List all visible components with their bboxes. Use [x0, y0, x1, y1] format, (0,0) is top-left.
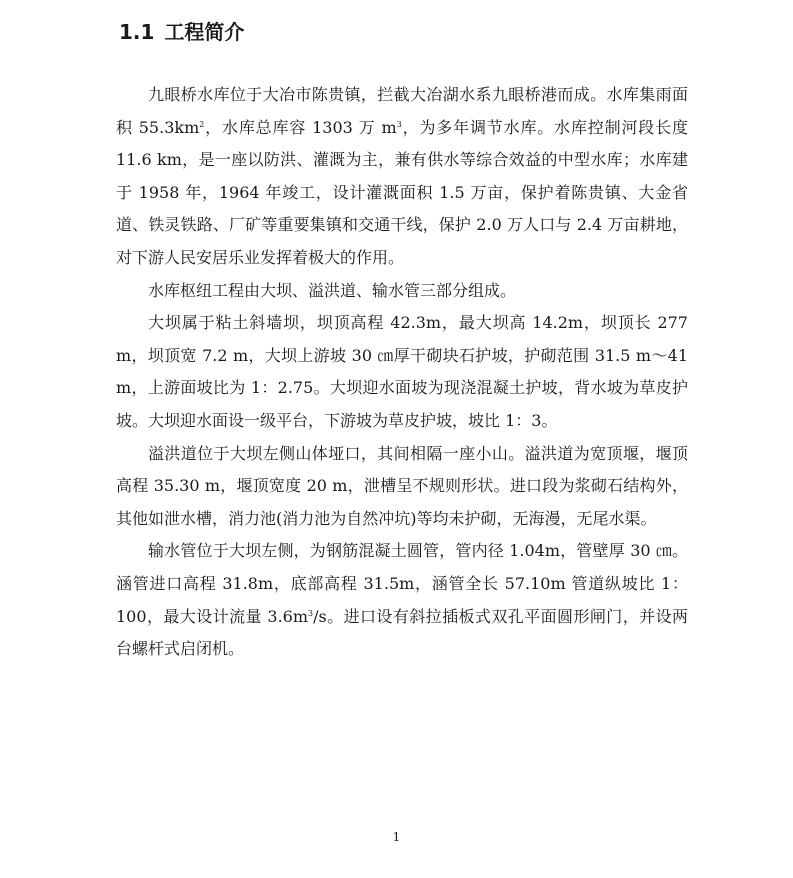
- paragraph-dam: 大坝属于粘土斜墙坝，坝顶高程 42.3m，最大坝高 14.2m，坝顶长 277 m，坝顶宽 7.2 m，大坝上游坡 30 ㎝厚干砌块石护坡，护砌范围 31.5 m～41 m，上游面坡比为 1：2.75。大坝迎水面坡为现浇混凝土护坡，背水坡为草皮护坡。大坝迎水面设一级平台，下游坡为草皮护坡，坡比 1：3。: [116, 313, 688, 430]
- superscript: 3: [396, 119, 402, 129]
- document-body: [116, 79, 688, 666]
- superscript: 3: [308, 608, 314, 618]
- paragraph-text: 输水管位于大坝左侧，为钢筋混凝土圆管，管内径 1.04m，管壁厚 30 ㎝。涵管进口高程 31.8m，底部高程 31.5m，涵管全长 57.10m 管道纵坡比 1：100，最大设计流量 3.6m: [116, 541, 688, 626]
- paragraph-hub-composition: 水库枢纽工程由大坝、溢洪道、输水管三部分组成。: [148, 280, 517, 300]
- page-number: 1: [392, 830, 401, 844]
- paragraph-text: /s。进口设有斜拉插板式双孔平面圆形闸门，并设两台螺杆式启闭机。: [116, 606, 688, 659]
- section-number: 1.1: [119, 20, 155, 44]
- section-title: 工程简介: [164, 20, 245, 44]
- superscript: 2: [199, 119, 205, 129]
- paragraph-text: ，为多年调节水库。水库控制河段长度 11.6 km，是一座以防洪、灌溉为主，兼有供水等综合效益的中型水库；水库建于 1958 年，1964 年竣工，设计灌溉面积 1.5 万亩，保护着陈贵镇、大金省道、铁灵铁路、厂矿等重要集镇和交通干线，保护 2.0 万人口与 2.4 万亩耕地，对下游人民安居乐业发挥着极大的作用。: [116, 117, 688, 267]
- paragraph-text: 九眼桥水库位于大冶市陈贵镇，拦截大冶湖水系九眼桥港而成。水库集雨面积 55.3km: [116, 85, 688, 137]
- section-heading: [119, 14, 244, 50]
- paragraph-overview: [116, 79, 688, 275]
- paragraph-text: ，水库总库容 1303 万 m: [204, 117, 397, 137]
- paragraph-outlet-pipe: [116, 535, 688, 665]
- paragraph-spillway: 溢洪道位于大坝左侧山体垭口，其间相隔一座小山。溢洪道为宽顶堰，堰顶高程 35.30 m，堰顶宽度 20 m，泄槽呈不规则形状。进口段为浆砌石结构外，其他如泄水槽，消力池(消力池为自然冲坑)等均未护砌，无海漫，无尾水渠。: [116, 443, 688, 528]
